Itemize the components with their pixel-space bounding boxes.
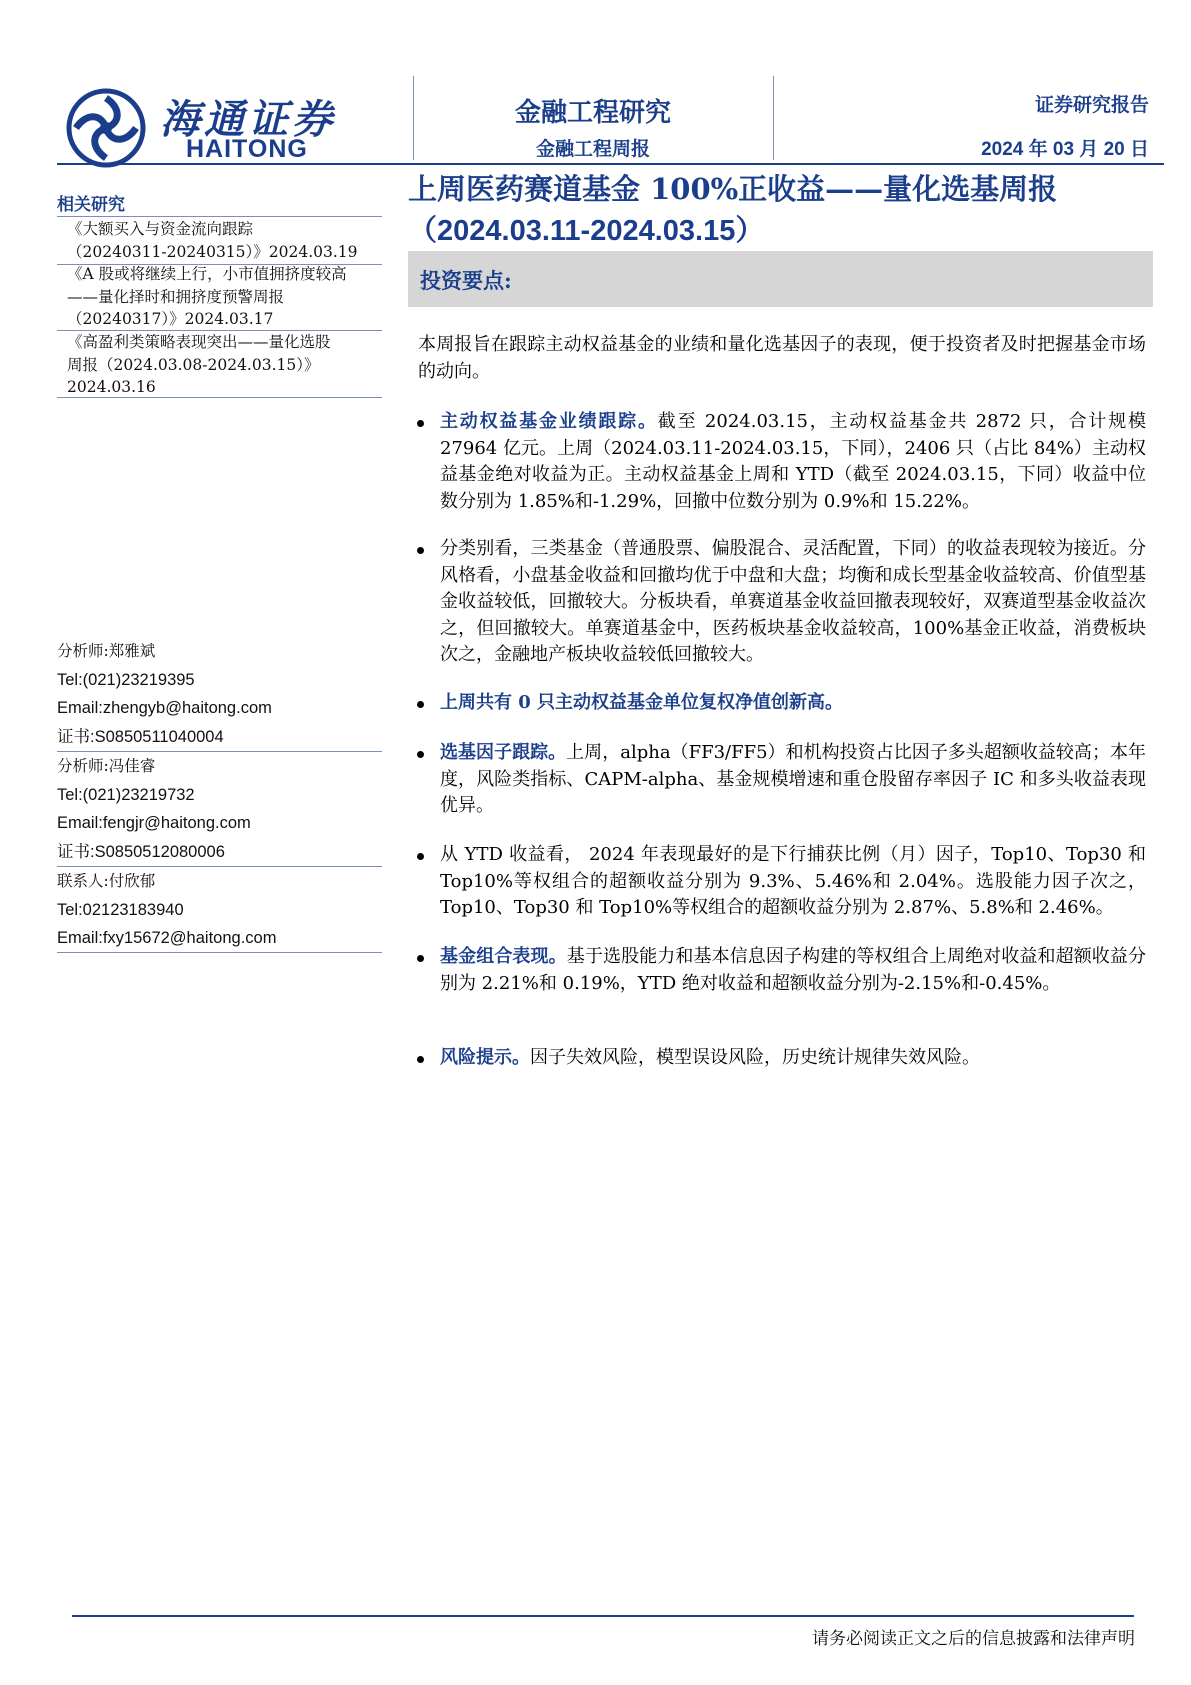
related-item-line: 《大额买入与资金流向跟踪 (67, 220, 254, 238)
bullet-text: 基于选股能力和基本信息因子构建的等权组合上周绝对收益和超额收益分别为 2.21%和 0.19%，YTD 绝对收益和超额收益分别为-2.15%和-0.45%。 (440, 946, 1147, 994)
analyst-role: 分析师:郑雅斌 (57, 642, 156, 660)
bullet-text: 因子失效风险，模型误设风险，历史统计规律失效风险。 (530, 1047, 980, 1068)
footer-disclaimer: 请务必阅读正文之后的信息披露和法律声明 (812, 1629, 1135, 1649)
sidebar-rule (57, 216, 382, 217)
analyst-email: Email:zhengyb@haitong.com (57, 699, 272, 717)
haitong-logo-icon (66, 88, 146, 168)
contact-role: 联系人:付欣郁 (57, 872, 156, 890)
report-title (408, 168, 1168, 252)
related-item-line: （20240317）》2024.03.17 (67, 310, 274, 328)
bullet-portfolio-performance (440, 944, 1146, 997)
related-item-line: ——量化择时和拥挤度预警周报 (67, 287, 285, 306)
contact-tel: Tel:02123183940 (57, 900, 184, 919)
bullet-risk-warning (440, 1045, 1146, 1072)
analyst-tel: Tel:(021)23219732 (57, 785, 195, 804)
header-rule (57, 163, 1164, 165)
department-title: 金融工程研究 (514, 98, 671, 128)
bullet-lead: 上周共有 0 只主动权益基金单位复权净值创新高。 (440, 692, 844, 713)
contact-email: Email:fxy15672@haitong.com (57, 929, 277, 947)
related-item-2 (67, 263, 382, 331)
related-item-line: 《A 股或将继续上行，小市值拥挤度较高 (67, 265, 347, 283)
analyst-role: 分析师:冯佳睿 (57, 757, 156, 775)
related-item-3 (67, 331, 382, 399)
footer-rule (72, 1615, 1134, 1617)
report-type: 证券研究报告 (1034, 94, 1149, 116)
bullet-dot-icon (417, 853, 424, 860)
header-divider-right (773, 76, 774, 160)
analyst-email: Email:fengjr@haitong.com (57, 814, 251, 832)
bullet-dot-icon (417, 547, 424, 554)
title-line-2: （2024.03.11-2024.03.15） (408, 215, 765, 247)
bullet-category-analysis (440, 536, 1146, 669)
bullet-factor-tracking (440, 740, 1146, 820)
bullet-lead: 选基因子跟踪。 (440, 742, 567, 763)
bullet-dot-icon (417, 955, 424, 962)
bullet-dot-icon (417, 1056, 424, 1063)
bullet-dot-icon (417, 701, 424, 708)
bullet-text: 从 YTD 收益看， 2024 年表现最好的是下行捕获比例（月）因子，Top10、Top30 和 Top10%等权组合的超额收益分别为 9.3%、5.46%和 2.04%。选股能力因子次之，Top10、Top30 和 Top10%等权组合的超额收益分别为 2.87%、5.8%和 2.46%。 (440, 844, 1146, 918)
report-date: 2024 年 03 月 20 日 (981, 139, 1149, 160)
bullet-ytd-returns (440, 842, 1146, 922)
bullet-text: 上周，alpha（FF3/FF5）和机构投资占比因子多头超额收益较高；本年度，风险类指标、CAPM-alpha、基金规模增速和重仓股留存率因子 IC 和多头收益表现优异。 (440, 742, 1146, 816)
analyst-cert: 证书:S0850511040004 (57, 727, 224, 746)
bullet-dot-icon (417, 751, 424, 758)
key-points-label: 投资要点: (420, 268, 512, 293)
bullet-text: 截至 2024.03.15，主动权益基金共 2872 只，合计规模 27964 亿元。上周（2024.03.11-2024.03.15，下同），2406 只（占比 84%）主动权益基金绝对收益为正。主动权益基金上周和 YTD（截至 2024.03.15，下同）收益中位数分别为 1.85%和-1.29%，回撤中位数分别为 0.9%和 15.22%。 (440, 411, 1146, 512)
related-item-line: （20240311-20240315）》2024.03.19 (67, 242, 358, 261)
related-item-line: 2024.03.16 (67, 378, 156, 396)
logo-english-name: HAITONG (186, 135, 308, 163)
related-item-line: 周报（2024.03.08-2024.03.15）》 (67, 355, 320, 374)
bullet-lead: 风险提示。 (440, 1047, 530, 1068)
bullet-performance-tracking (440, 409, 1146, 515)
bullet-dot-icon (417, 420, 424, 427)
key-points-band (408, 251, 1153, 307)
sidebar-rule (57, 397, 382, 398)
analyst-2 (57, 752, 382, 866)
department-subtitle: 金融工程周报 (535, 138, 650, 160)
related-research-heading: 相关研究 (57, 195, 125, 215)
bullet-new-high (440, 690, 1146, 717)
sidebar-rule (57, 952, 382, 953)
contact-person (57, 867, 382, 953)
bullet-lead: 主动权益基金业绩跟踪。 (440, 411, 658, 432)
intro-paragraph: 本周报旨在跟踪主动权益基金的业绩和量化选基因子的表现，便于投资者及时把握基金市场的动向。 (418, 334, 1146, 382)
title-line-1: 上周医药赛道基金 100%正收益——量化选基周报 (408, 172, 1058, 206)
related-item-1 (67, 218, 382, 263)
related-item-line: 《高盈利类策略表现突出——量化选股 (67, 333, 331, 351)
logo-chinese-name: 海通证券 (160, 96, 336, 143)
analyst-tel: Tel:(021)23219395 (57, 670, 195, 689)
bullet-lead: 基金组合表现。 (440, 946, 567, 967)
bullet-text: 分类别看，三类基金（普通股票、偏股混合、灵活配置，下同）的收益表现较为接近。分风格看，小盘基金收益和回撤均优于中盘和大盘；均衡和成长型基金收益较高、价值型基金收益较低，回撤较大。分板块看，单赛道基金收益回撤表现较好，双赛道型基金收益次之，但回撤较大。单赛道基金中，医药板块基金收益较高，100%基金正收益，消费板块次之，金融地产板块收益较低回撤较大。 (440, 538, 1146, 665)
analyst-1 (57, 637, 382, 751)
analyst-cert: 证书:S0850512080006 (57, 842, 225, 861)
